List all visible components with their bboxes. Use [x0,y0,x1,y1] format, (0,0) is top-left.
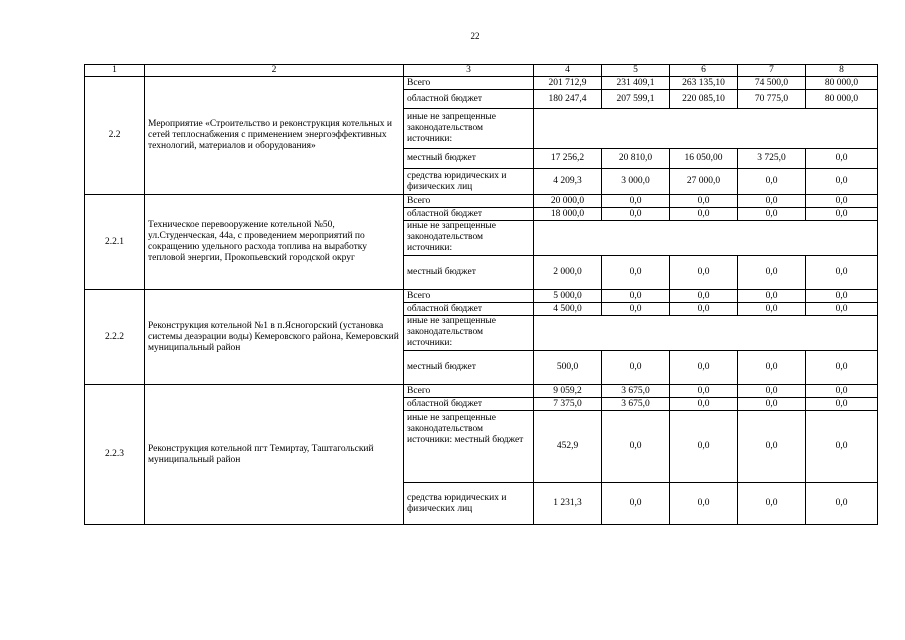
value-cell: 70 775,0 [738,90,806,109]
header-cell: 3 [404,65,534,77]
value-cell: 0,0 [806,149,878,169]
value-cell: 1 231,3 [534,483,602,525]
source-cell: областной бюджет [404,398,534,411]
value-cell: 0,0 [806,169,878,195]
value-cell: 0,0 [806,483,878,525]
source-cell: средства юридических и физических лиц [404,483,534,525]
value-cell: 0,0 [670,351,738,385]
value-cell: 0,0 [806,256,878,290]
value-cell: 7 375,0 [534,398,602,411]
source-cell: местный бюджет [404,149,534,169]
value-cell: 17 256,2 [534,149,602,169]
value-cell: 500,0 [534,351,602,385]
value-cell: 0,0 [602,256,670,290]
value-cell: 3 675,0 [602,385,670,398]
header-cell: 6 [670,65,738,77]
value-cell: 0,0 [806,195,878,208]
value-cell: 0,0 [602,351,670,385]
value-cell: 5 000,0 [534,290,602,303]
value-cell: 3 000,0 [602,169,670,195]
value-cell: 0,0 [806,303,878,316]
value-cell: 0,0 [602,290,670,303]
value-cell: 0,0 [738,256,806,290]
source-cell: областной бюджет [404,208,534,221]
value-cell: 0,0 [670,483,738,525]
empty-values [534,221,878,256]
value-cell: 0,0 [602,483,670,525]
value-cell: 80 000,0 [806,77,878,90]
value-cell: 0,0 [738,290,806,303]
source-cell: иные не запрещенные законодательством источники: местный бюджет [404,411,534,483]
value-cell: 263 135,10 [670,77,738,90]
value-cell: 452,9 [534,411,602,483]
item-name: Мероприятие «Строительство и реконструкция котельных и сетей теплоснабжения с применением энергоэффективных технологий, материалов и оборудования» [145,77,404,195]
value-cell: 201 712,9 [534,77,602,90]
value-cell: 18 000,0 [534,208,602,221]
header-cell: 1 [85,65,145,77]
item-name: Реконструкция котельной пгт Темиртау, Таштагольский муниципальный район [145,385,404,525]
value-cell: 0,0 [806,398,878,411]
value-cell: 16 050,00 [670,149,738,169]
value-cell: 0,0 [670,256,738,290]
value-cell: 0,0 [602,303,670,316]
value-cell: 0,0 [602,195,670,208]
value-cell: 0,0 [806,411,878,483]
table-row [85,77,878,90]
value-cell: 27 000,0 [670,169,738,195]
value-cell: 3 675,0 [602,398,670,411]
value-cell: 0,0 [738,303,806,316]
value-cell: 3 725,0 [738,149,806,169]
value-cell: 0,0 [738,351,806,385]
source-cell: областной бюджет [404,303,534,316]
source-cell: областной бюджет [404,90,534,109]
value-cell: 0,0 [738,385,806,398]
value-cell: 0,0 [670,385,738,398]
source-cell: местный бюджет [404,256,534,290]
source-cell: иные не запрещенные законодательством источники: [404,109,534,149]
value-cell: 74 500,0 [738,77,806,90]
value-cell: 0,0 [670,195,738,208]
item-name: Техническое перевооружение котельной №50, ул.Студенческая, 44а, с проведением мероприятий по сокращению удельного расхода топлива на выработку тепловой энергии, Прокопьевский городской округ [145,195,404,290]
header-cell: 5 [602,65,670,77]
source-cell: Всего [404,385,534,398]
value-cell: 0,0 [670,208,738,221]
value-cell: 80 000,0 [806,90,878,109]
value-cell: 220 085,10 [670,90,738,109]
header-cell: 7 [738,65,806,77]
value-cell: 0,0 [670,290,738,303]
item-number: 2.2 [85,77,145,195]
value-cell: 0,0 [670,303,738,316]
value-cell: 0,0 [738,195,806,208]
item-number: 2.2.1 [85,195,145,290]
value-cell: 0,0 [602,208,670,221]
table-row [85,290,878,303]
value-cell: 0,0 [806,351,878,385]
value-cell: 0,0 [738,411,806,483]
item-number: 2.2.2 [85,290,145,385]
header-cell: 8 [806,65,878,77]
empty-values [534,109,878,149]
value-cell: 2 000,0 [534,256,602,290]
value-cell: 0,0 [738,483,806,525]
value-cell: 0,0 [670,398,738,411]
source-cell: Всего [404,195,534,208]
value-cell: 9 059,2 [534,385,602,398]
value-cell: 4 209,3 [534,169,602,195]
value-cell: 0,0 [738,208,806,221]
item-number: 2.2.3 [85,385,145,525]
source-cell: иные не запрещенные законодательством источники: [404,221,534,256]
source-cell: Всего [404,290,534,303]
source-cell: иные не запрещенные законодательством источники: [404,316,534,351]
table-row [85,195,878,208]
value-cell: 180 247,4 [534,90,602,109]
value-cell: 20 000,0 [534,195,602,208]
value-cell: 0,0 [738,169,806,195]
budget-table [84,64,878,525]
value-cell: 231 409,1 [602,77,670,90]
value-cell: 207 599,1 [602,90,670,109]
value-cell: 0,0 [602,411,670,483]
source-cell: средства юридических и физических лиц [404,169,534,195]
item-name: Реконструкция котельной №1 в п.Ясногорский (установка системы деаэрации воды) Кемеровского района, Кемеровский муниципальный район [145,290,404,385]
value-cell: 0,0 [806,385,878,398]
page-number: 22 [470,31,480,41]
source-cell: местный бюджет [404,351,534,385]
value-cell: 0,0 [806,290,878,303]
value-cell: 0,0 [670,411,738,483]
value-cell: 0,0 [806,208,878,221]
header-row [85,65,878,77]
value-cell: 0,0 [738,398,806,411]
header-cell: 4 [534,65,602,77]
table-row [85,385,878,398]
header-cell: 2 [145,65,404,77]
source-cell: Всего [404,77,534,90]
empty-values [534,316,878,351]
value-cell: 20 810,0 [602,149,670,169]
value-cell: 4 500,0 [534,303,602,316]
